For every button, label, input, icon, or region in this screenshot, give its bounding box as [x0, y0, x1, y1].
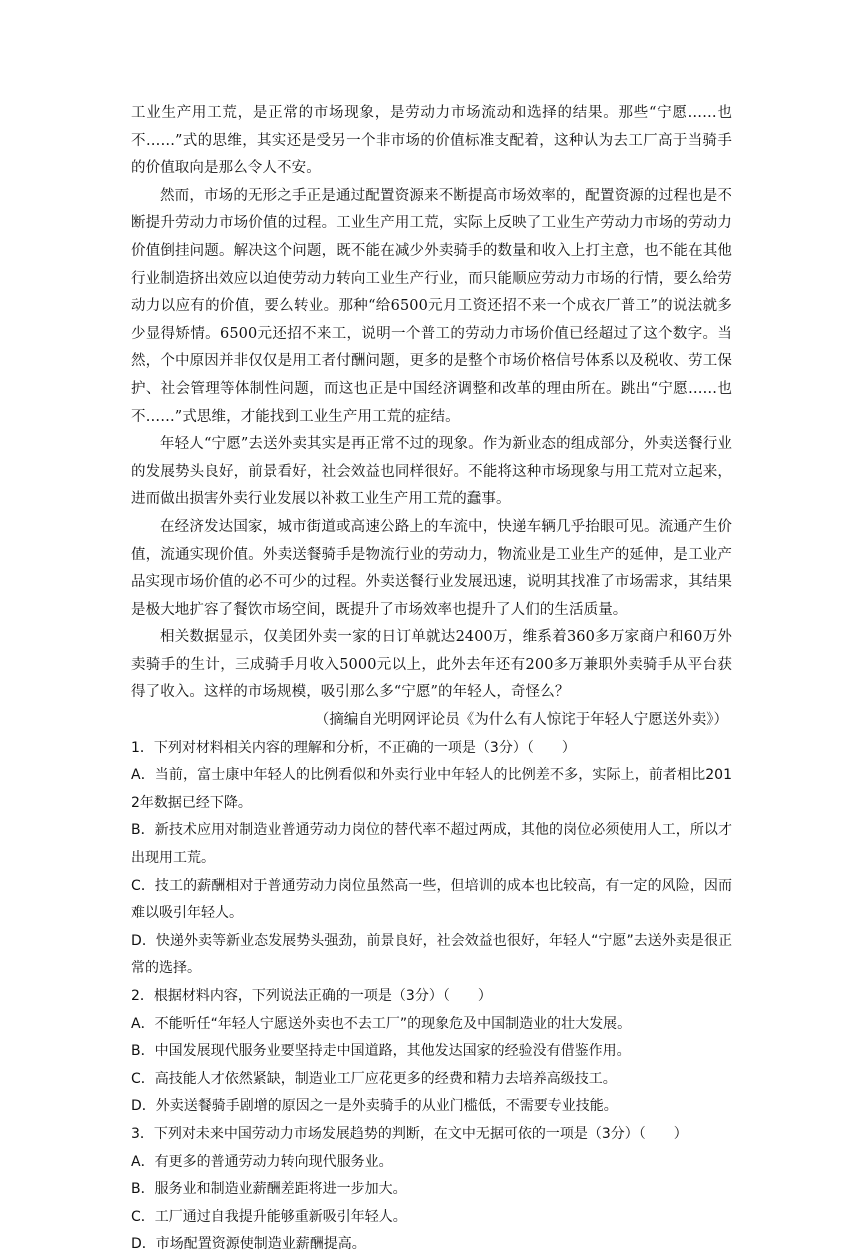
article-paragraph-2: 然而，市场的无形之手正是通过配置资源来不断提高市场效率的，配置资源的过程也是不断提升劳动力市场价值的过程。工业生产用工荒，实际上反映了工业生产劳动力市场的劳动力价值倒挂问题。解决这个问题，既不能在减少外卖骑手的数量和收入上打主意，也不能在其他行业制造挤出效应以迫使劳动力转向工业生产行业，而只能顺应劳动力市场的行情，要么给劳动力以应有的价值，要么转业。那种“给6500元月工资还招不来一个成衣厂普工”的说法就多少显得矫情。6500元还招不来工，说明一个普工的劳动力市场价值已经超过了这个数字。当然，个中原因并非仅仅是用工者付酬问题，更多的是整个市场价格信号体系以及税收、劳工保护、社会管理等体制性问题，而这也正是中国经济调整和改革的理由所在。跳出“宁愿……也不……”式思维，才能找到工业生产用工荒的症结。	[131, 187, 732, 425]
question-stem: 2．根据材料内容，下列说法正确的一项是（3分）（ ）	[131, 988, 492, 1004]
option-b: B．服务业和制造业薪酬差距将进一步加大。	[131, 1181, 407, 1198]
option-d: D．市场配置资源使制造业薪酬提高。	[131, 1236, 366, 1253]
option-a: A．有更多的普通劳动力转向现代服务业。	[131, 1153, 393, 1170]
article-paragraph-4: 在经济发达国家，城市街道或高速公路上的车流中，快递车辆几乎抬眼可见。流通产生价值，流通实现价值。外卖送餐骑手是物流行业的劳动力，物流业是工业生产的延伸，是工业产品实现市场价值的必不可少的过程。外卖送餐行业发展迅速，说明其找准了市场需求，其结果是极大地扩容了餐饮市场空间，既提升了市场效率也提升了人们的生活质量。	[131, 518, 732, 618]
option-b: B．中国发展现代服务业要坚持走中国道路，其他发达国家的经验没有借鉴作用。	[131, 1043, 631, 1060]
question-3	[131, 1121, 732, 1259]
option-c: C．工厂通过自我提升能够重新吸引年轻人。	[131, 1208, 407, 1225]
option-a: A．不能听任“年轻人宁愿送外卖也不去工厂”的现象危及中国制造业的壮大发展。	[131, 1015, 632, 1032]
option-c: C．高技能人才依然紧缺，制造业工厂应花更多的经费和精力去培养高级技工。	[131, 1070, 617, 1087]
question-stem: 3．下列对未来中国劳动力市场发展趋势的判断，在文中无据可依的一项是（3分）（ ）	[131, 1125, 688, 1142]
article-source: （摘编自光明网评论员《为什么有人惊诧于年轻人宁愿送外卖》）	[314, 712, 728, 729]
question-1	[131, 735, 732, 983]
article-paragraph-3: 年轻人“宁愿”去送外卖其实是再正常不过的现象。作为新业态的组成部分，外卖送餐行业的发展势头良好，前景看好，社会效益也同样很好。不能将这种市场现象与用工荒对立起来，进而做出损害外卖行业发展以补救工业生产用工荒的蠢事。	[131, 436, 732, 508]
article-paragraph-5: 相关数据显示，仅美团外卖一家的日订单就达2400万，维系着360多万家商户和60万外卖骑手的生计，三成骑手月收入5000元以上，此外去年还有200多万兼职外卖骑手从平台获得了收入。这样的市场规模，吸引那么多“宁愿”的年轻人，奇怪么？	[131, 629, 732, 701]
question-2	[131, 983, 732, 1121]
option-a: A．当前，富士康中年轻人的比例看似和外卖行业中年轻人的比例差不多，实际上，前者相比2012年数据已经下降。	[131, 767, 732, 811]
article-paragraph-1: 工业生产用工荒，是正常的市场现象，是劳动力市场流动和选择的结果。那些“宁愿……也不……”式的思维，其实还是受另一个非市场的价值标准支配着，这种认为去工厂高于当骑手的价值取向是那么令人不安。	[131, 105, 732, 177]
option-b: B．新技术应用对制造业普通劳动力岗位的替代率不超过两成，其他的岗位必须使用人工，所以才出现用工荒。	[131, 822, 732, 867]
option-d: D．快递外卖等新业态发展势头强劲，前景良好，社会效益也很好，年轻人“宁愿”去送外卖是很正常的选择。	[131, 932, 732, 977]
question-stem: 1．下列对材料相关内容的理解和分析，不正确的一项是（3分）（ ）	[131, 739, 576, 756]
option-c: C．技工的薪酬相对于普通劳动力岗位虽然高一些，但培训的成本也比较高，有一定的风险，因而难以吸引年轻人。	[131, 877, 732, 922]
option-d: D．外卖送餐骑手剧增的原因之一是外卖骑手的从业门槛低，不需要专业技能。	[131, 1098, 618, 1115]
